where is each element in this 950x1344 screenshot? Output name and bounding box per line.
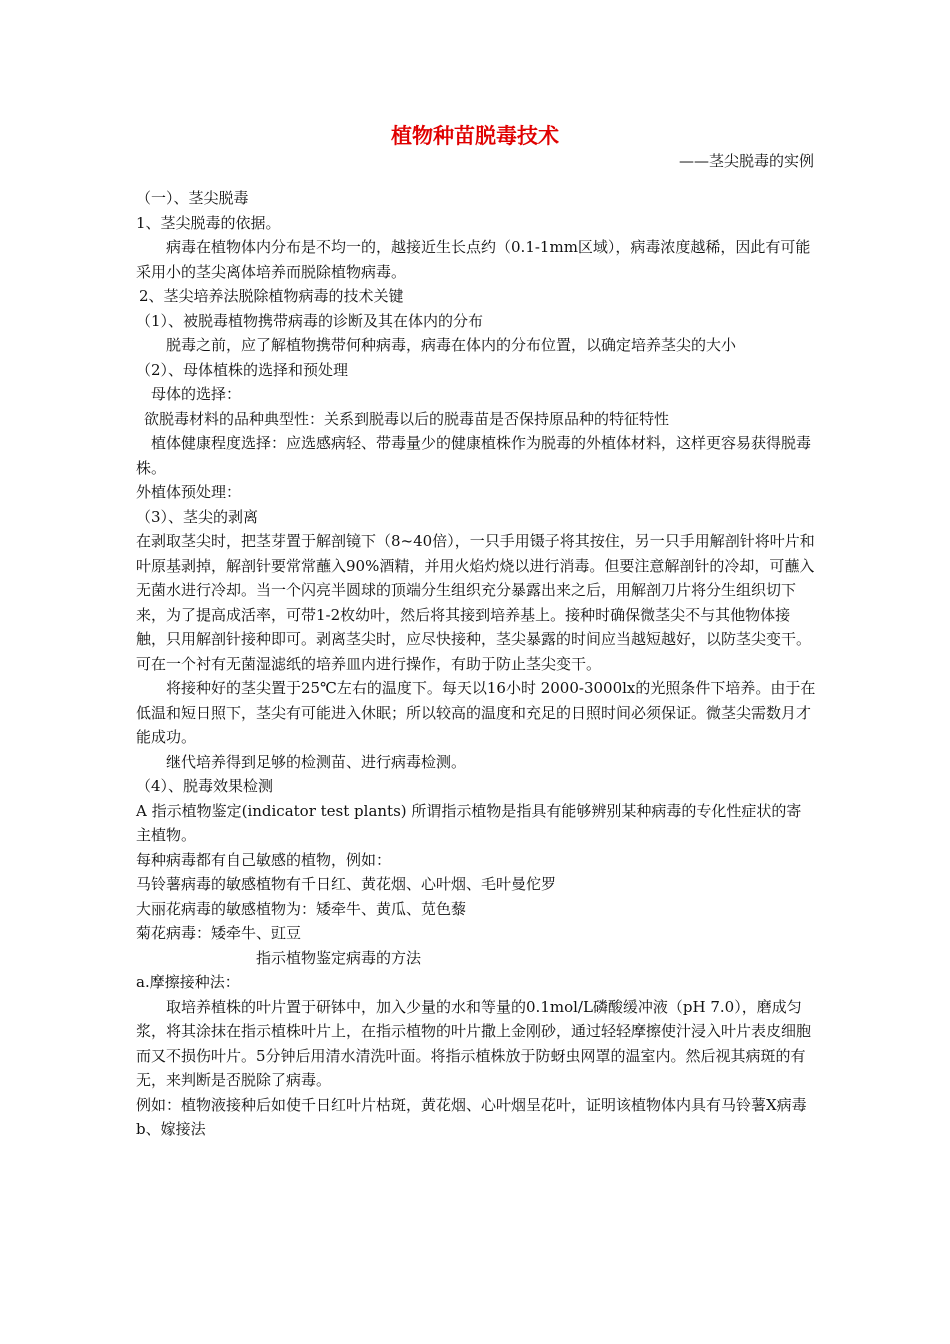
paragraph: 大丽花病毒的敏感植物为：矮牵牛、黄瓜、苋色藜: [136, 899, 467, 918]
paragraph: 病毒在植物体内分布是不均一的，越接近生长点约（0.1-1mm区域），病毒浓度越稀，因此有可能采用小的茎尖离体培养而脱除植物病毒。: [136, 238, 811, 281]
document-title: 植物种苗脱毒技术: [391, 124, 559, 148]
paragraph: 继代培养得到足够的检测苗、进行病毒检测。: [166, 752, 467, 771]
document-subtitle: ——茎尖脱毒的实例: [678, 152, 814, 170]
paragraph: 菊花病毒：矮牵牛、豇豆: [136, 924, 302, 942]
paragraph: b、嫁接法: [136, 1120, 206, 1138]
subsection-heading: 2、茎尖培养法脱除植物病毒的技术关键: [139, 287, 404, 305]
method-heading: 指示植物鉴定病毒的方法: [256, 948, 422, 967]
paragraph: 例如：植物液接种后如使千日红叶片枯斑，黄花烟、心叶烟呈花叶，证明该植物体内具有马铃薯X病毒: [136, 1095, 807, 1114]
subsection-heading: （4）、脱毒效果检测: [136, 777, 274, 795]
paragraph: 取培养植株的叶片置于研钵中，加入少量的水和等量的0.1mol/L磷酸缓冲液（pH 7.0），磨成匀浆，将其涂抹在指示植株叶片上，在指示植物的叶片撒上金刚砂，通过轻轻摩擦使汁浸入叶片表皮细胞而又不损伤叶片。5分钟后用清水清洗叶面。将指示植株放于防蚜虫网罩的温室内。然后视其病斑的有无，来判断是否脱除了病毒。: [136, 997, 812, 1089]
paragraph: 外植体预处理：: [136, 483, 242, 501]
paragraph: 植体健康程度选择：应选感病轻、带毒量少的健康植株作为脱毒的外植体材料，这样更容易获得脱毒株。: [136, 434, 812, 477]
subsection-heading: 1、茎尖脱毒的依据。: [136, 213, 281, 232]
paragraph: 在剥取茎尖时，把茎芽置于解剖镜下（8~40倍），一只手用镊子将其按住，另一只手用解剖针将叶片和叶原基剥掉，解剖针要常常蘸入90%酒精，并用火焰灼烧以进行消毒。但要注意解剖针的冷却，可蘸入无菌水进行冷却。当一个闪亮半圆球的顶端分生组织充分暴露出来之后，用解剖刀片将分生组织切下来，为了提高成活率，可带1-2枚幼叶，然后将其接到培养基上。接种时确保微茎尖不与其他物体接触，只用解剖针接种即可。剥离茎尖时，应尽快接种，茎尖暴露的时间应当越短越好，以防茎尖变干。可在一个衬有无菌湿滤纸的培养皿内进行操作，有助于防止茎尖变干。: [136, 532, 815, 673]
subsection-heading: （1）、被脱毒植物携带病毒的诊断及其在体内的分布: [136, 311, 484, 330]
document-body: [136, 186, 816, 1142]
subsection-heading: （3）、茎尖的剥离: [136, 507, 259, 526]
paragraph: 欲脱毒材料的品种典型性：关系到脱毒以后的脱毒苗是否保持原品种的特征特性: [144, 409, 670, 428]
paragraph: 脱毒之前，应了解植物携带何种病毒，病毒在体内的分布位置，以确定培养茎尖的大小: [166, 336, 737, 354]
paragraph: a.摩擦接种法：: [136, 973, 240, 991]
section-heading: （一）、茎尖脱毒: [136, 189, 249, 207]
paragraph: 母体的选择：: [151, 385, 242, 403]
paragraph: 每种病毒都有自己敏感的植物，例如：: [136, 850, 392, 869]
paragraph: 马铃薯病毒的敏感植物有千日红、黄花烟、心叶烟、毛叶曼佗罗: [136, 875, 557, 893]
subsection-heading: （2）、母体植株的选择和预处理: [136, 360, 349, 379]
paragraph: 将接种好的茎尖置于25℃左右的温度下。每天以16小时 2000-3000lx的光照条件下培养。由于在低温和短日照下，茎尖有可能进入休眠；所以较高的温度和充足的日照时间必须保证。微茎尖需数月才能成功。: [136, 679, 816, 746]
paragraph: A 指示植物鉴定(indicator test plants) 所谓指示植物是指具有能够辨别某种病毒的专化性症状的寄主植物。: [136, 801, 802, 844]
